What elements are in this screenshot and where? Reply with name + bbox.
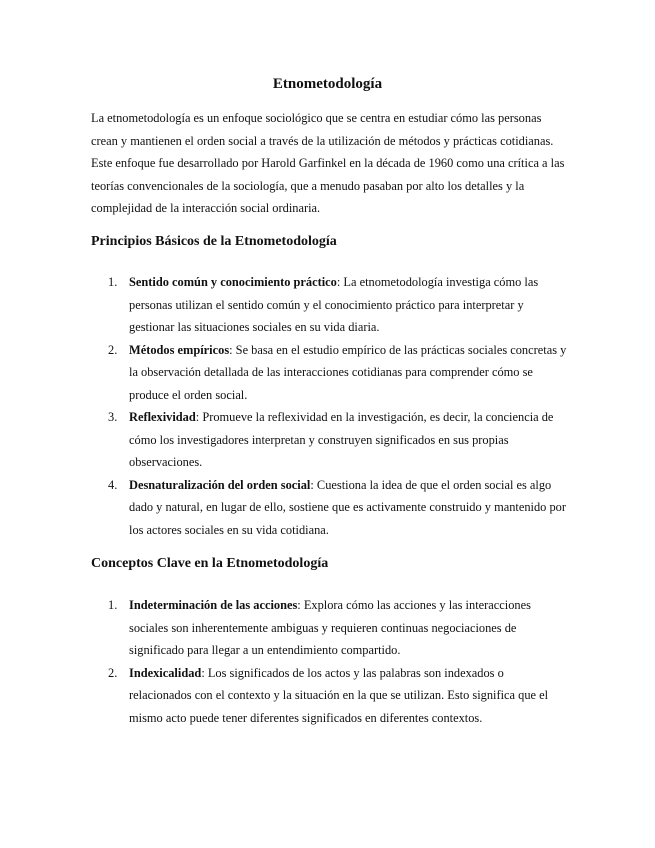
list-number: 4. [108,477,118,492]
list-item-text: : Cuestiona la idea de que el orden social es algo dado y natural, en lugar de ello, sostiene que es activamente construido y mantenido por los actores sociales en su vida cotidiana. [129,477,566,537]
section-heading-principios: Principios Básicos de la Etnometodología [91,234,337,249]
list-item-term: Sentido común y conocimiento práctico [129,275,337,289]
list-item [108,271,569,339]
list-item [108,406,569,474]
list-item [108,594,569,662]
list-item-term: Indeterminación de las acciones [129,598,298,612]
list-item-text: : Se basa en el estudio empírico de las prácticas sociales concretas y la observación detallada de las interacciones cotidianas para comprender cómo se produce el orden social. [129,342,567,402]
list-item-term: Desnaturalización del orden social [129,477,311,492]
list-number: 2. [108,665,118,680]
list-number: 1. [108,598,118,612]
list-item-text: : Los significados de los actos y las palabras son indexados o relacionados con el contexto y la situación en la que se utilizan. Esto significa que el mismo acto puede tener diferentes significados en diferentes contextos. [129,665,549,725]
conceptos-list [91,594,569,729]
list-item-text: : La etnometodología investiga cómo las personas utilizan el sentido común y el conocimiento práctico para interpretar y gestionar las situaciones sociales en su vida diaria. [129,275,539,334]
list-number: 2. [108,342,118,357]
list-item-term: Métodos empíricos [129,342,230,357]
section-heading-conceptos: Conceptos Clave en la Etnometodología [91,556,329,571]
list-item-term: Indexicalidad [129,665,202,680]
list-item-term: Reflexividad [129,410,196,424]
principios-list [91,271,569,541]
list-item [108,662,569,730]
list-item-text: : Explora cómo las acciones y las interacciones sociales son inherentemente ambiguas y requieren continuas negociaciones de significado para llegar a un entendimiento compartido. [129,598,531,657]
intro-paragraph: La etnometodología es un enfoque sociológico que se centra en estudiar cómo las personas crean y mantienen el orden social a través de la utilización de métodos y prácticas cotidianas. Este enfoque fue desarrollado por Harold Garfinkel en la década de 1960 como una crítica a las teorías convencionales de la sociología, que a menudo pasaban por alto los detalles y la complejidad de la interacción social ordinaria. [91,111,565,215]
list-item-text: : Promueve la reflexividad en la investigación, es decir, la conciencia de cómo los investigadores interpretan y construyen significados en sus propias observaciones. [129,410,554,469]
list-number: 3. [108,410,118,424]
list-number: 1. [108,275,118,289]
page-title: Etnometodología [272,76,383,92]
list-item [108,474,569,542]
list-item [108,339,569,407]
